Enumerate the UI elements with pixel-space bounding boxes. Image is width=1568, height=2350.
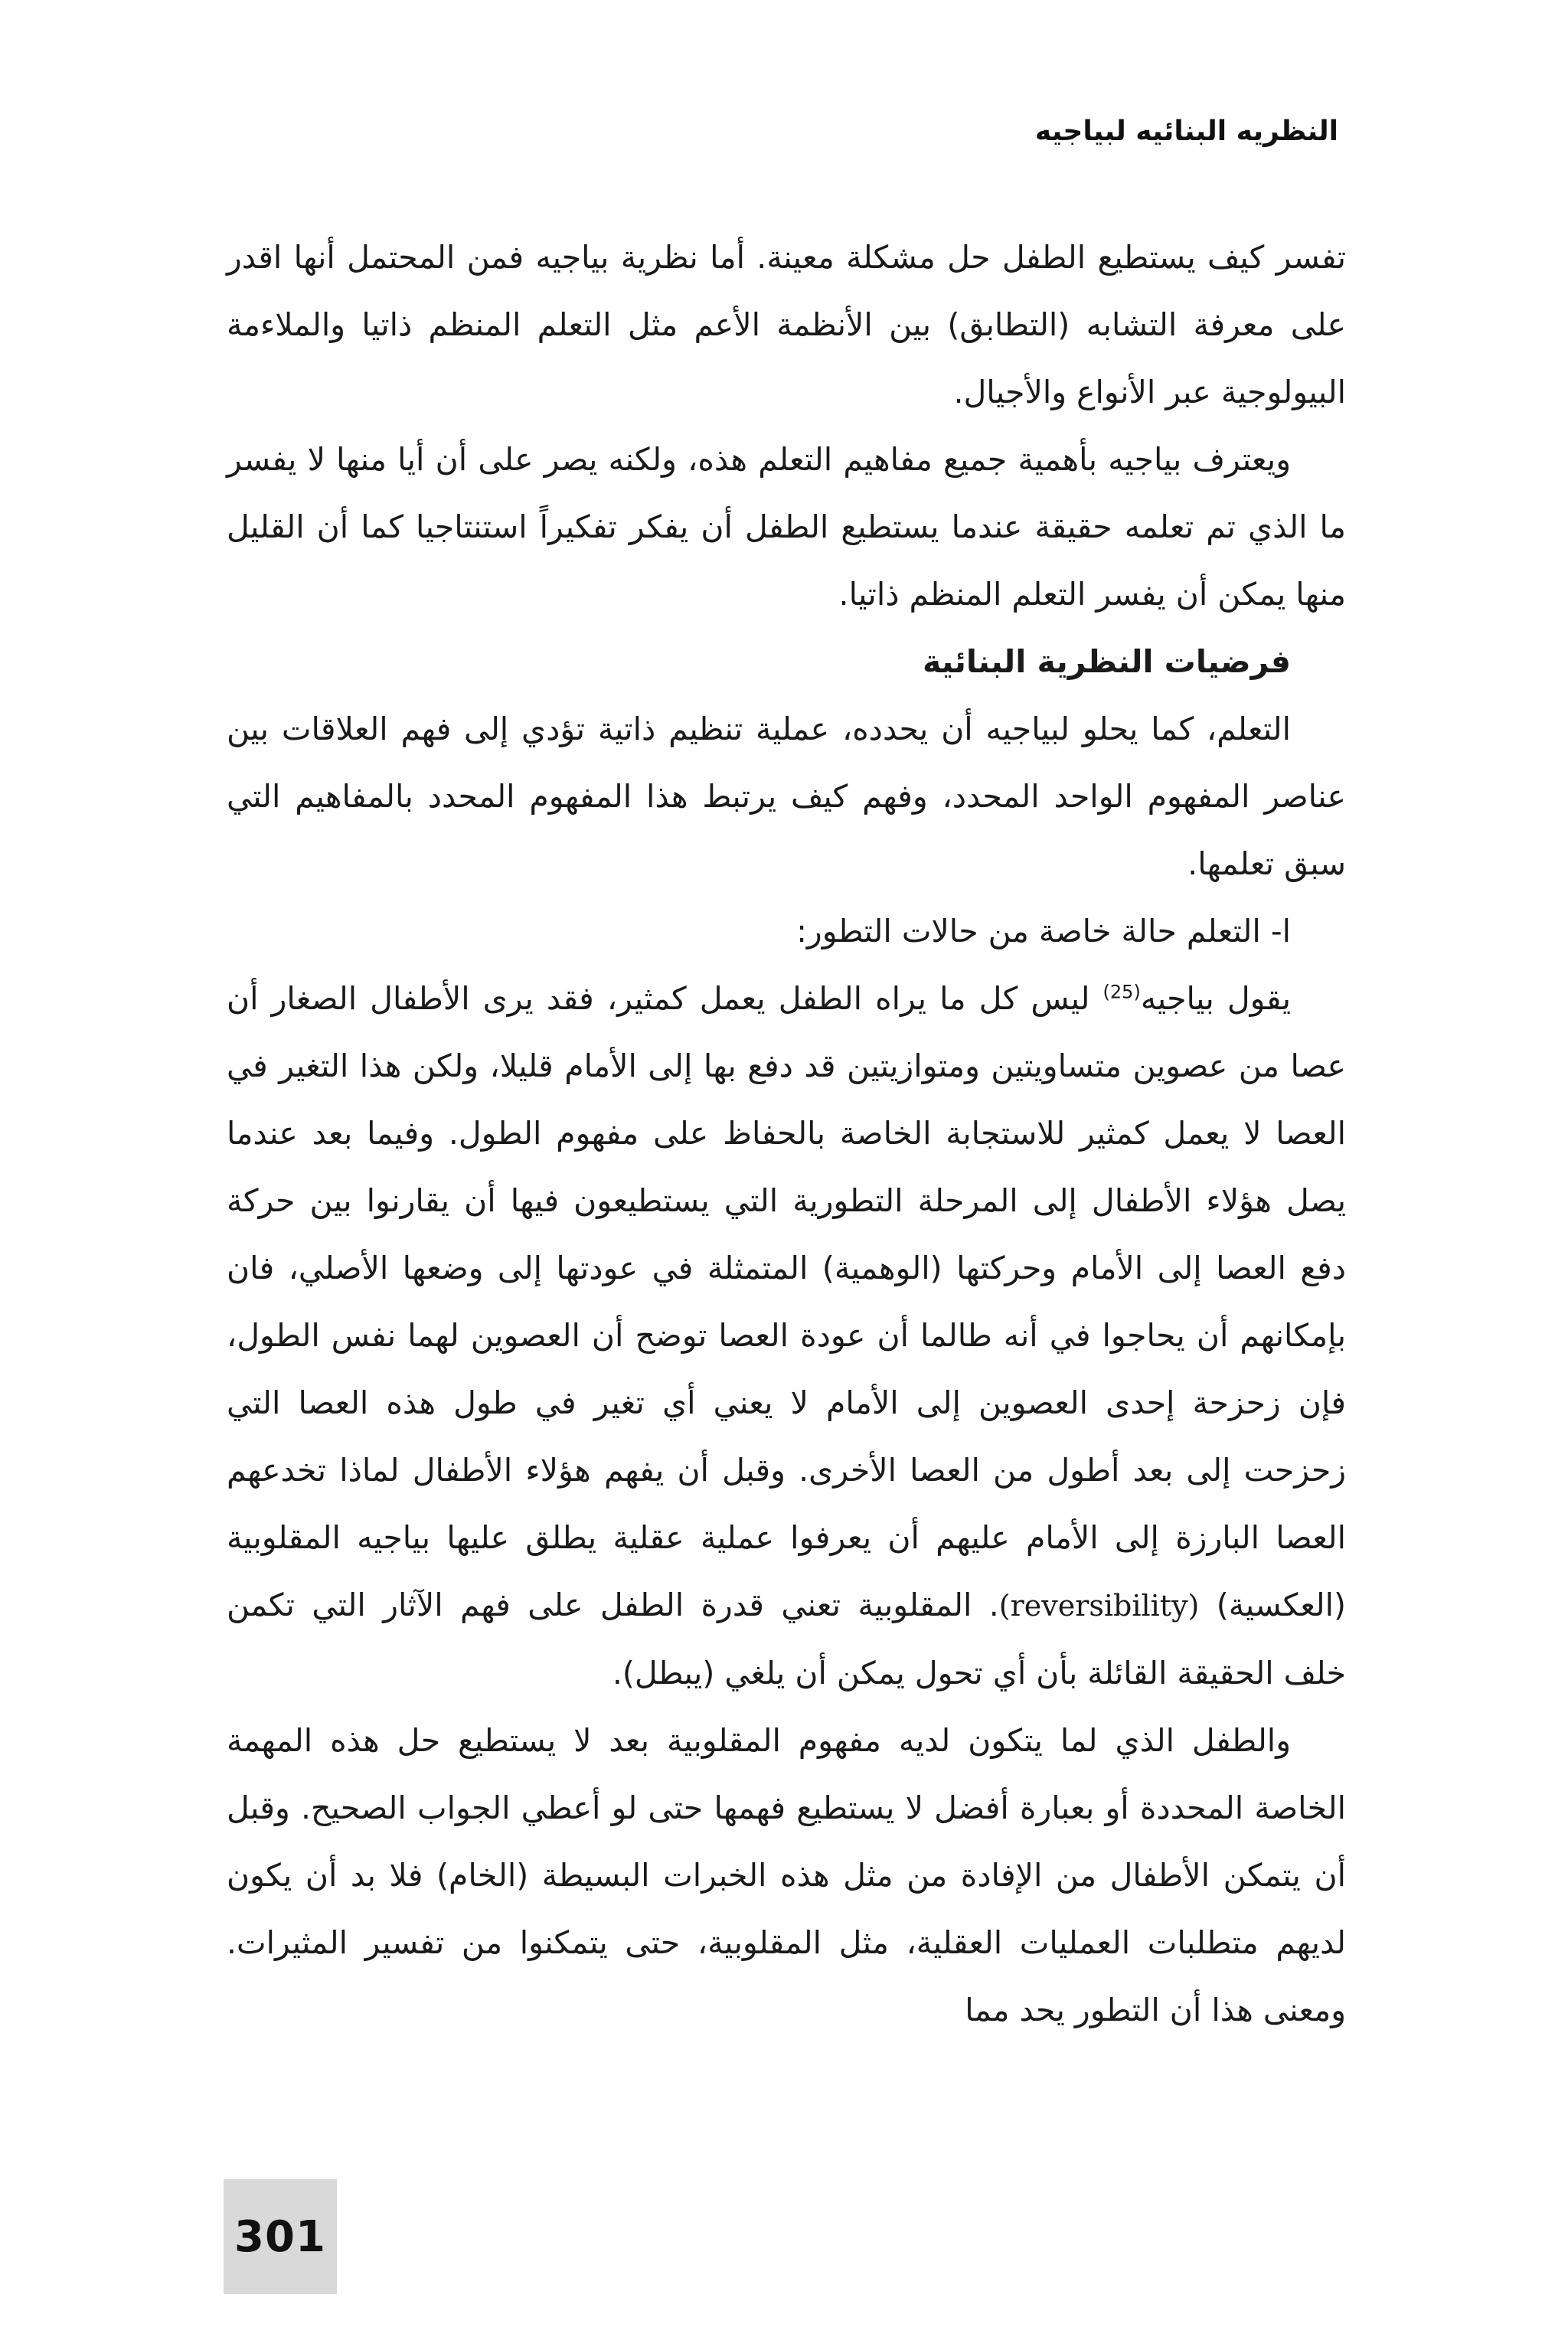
running-header: النظريه البنائيه لبياجيه xyxy=(1034,116,1338,147)
footnote-reference: (25) xyxy=(1102,981,1141,1003)
paragraph-2: ويعترف بياجيه بأهمية جميع مفاهيم التعلم هذه، ولكنه يصر على أن أيا منها لا يفسر ما الذي تم تعلمه حقيقة عندما يستطيع الطفل أن يفكر تفكيراً استنتاجيا كما أن القليل منها يمكن أن يفسر التعلم المنظم ذاتيا. xyxy=(227,441,1346,613)
latin-term: (reversibility) xyxy=(998,1589,1200,1623)
paragraph-3: التعلم، كما يحلو لبياجيه أن يحدده، عملية تنظيم ذاتية تؤدي إلى فهم العلاقات بين عناصر المفهوم الواحد المحدد، وفهم كيف يرتبط هذا المفهوم المحدد بالمفاهيم التي سبق تعلمها. xyxy=(227,711,1346,882)
paragraph-4-end: . المقلوبية تعني قدرة الطفل على فهم الآثار التي تكمن خلف الحقيقة القائلة بأن أي تحول يمكن أن يلغي (يبطل). xyxy=(227,1587,1346,1691)
section-heading: فرضيات النظرية البنائية xyxy=(922,643,1291,680)
page-number-box xyxy=(224,2179,337,2294)
paragraph-4 xyxy=(227,965,1346,1707)
paragraph-4-middle: ليس كل ما يراه الطفل يعمل كمثير، فقد يرى الأطفال الصغار أن عصا من عصوين متساويتين ومتوازيتين قد دفع بها إلى الأمام قليلا، ولكن هذا التغير في العصا لا يعمل كمثير للاستجابة الخاصة بالحفاظ على مفهوم الطول. وفيما بعد عندما يصل هؤلاء الأطفال إلى المرحلة التطورية التي يستطيعون فيها أن يقارنوا بين حركة دفع العصا إلى الأمام وحركتها (الوهمية) المتمثلة في عودتها إلى وضعها الأصلي، فان بإمكانهم أن يحاجوا في أنه طالما أن عودة العصا توضح أن العصوين لهما نفس الطول، فإن زحزحة إحدى العصوين إلى الأمام لا يعني أي تغير في طول هذه العصا التي زحزحت إلى بعد أطول من العصا الأخرى. وقبل أن يفهم هؤلاء الأطفال لماذا تخدعهم العصا البارزة إلى الأمام عليهم أن يعرفوا عملية عقلية يطلق عليها بياجيه المقلوبية (العكسية) xyxy=(227,980,1346,1623)
page-number: 301 xyxy=(234,2211,326,2262)
paragraph-5: والطفل الذي لما يتكون لديه مفهوم المقلوبية بعد لا يستطيع حل هذه المهمة الخاصة المحددة أو بعبارة أفضل لا يستطيع فهمها حتى لو أعطي الجواب الصحيح. وقبل أن يتمكن الأطفال من الإفادة من مثل هذه الخبرات البسيطة (الخام) فلا بد أن يكون لديهم متطلبات العمليات العقلية، مثل المقلوبية، حتى يتمكنوا من تفسير المثيرات. ومعنى هذا أن التطور يحد مما xyxy=(227,1722,1346,2028)
body-text xyxy=(227,224,1346,2044)
list-item-1: ا- التعلم حالة خاصة من حالات التطور: xyxy=(796,913,1291,949)
paragraph-1: تفسر كيف يستطيع الطفل حل مشكلة معينة. أما نظرية بياجيه فمن المحتمل أنها اقدر على معرفة التشابه (التطابق) بين الأنظمة الأعم مثل التعلم المنظم ذاتيا والملاءمة البيولوجية عبر الأنواع والأجيال. xyxy=(227,239,1346,410)
paragraph-4-start: يقول بياجيه xyxy=(1140,980,1291,1017)
